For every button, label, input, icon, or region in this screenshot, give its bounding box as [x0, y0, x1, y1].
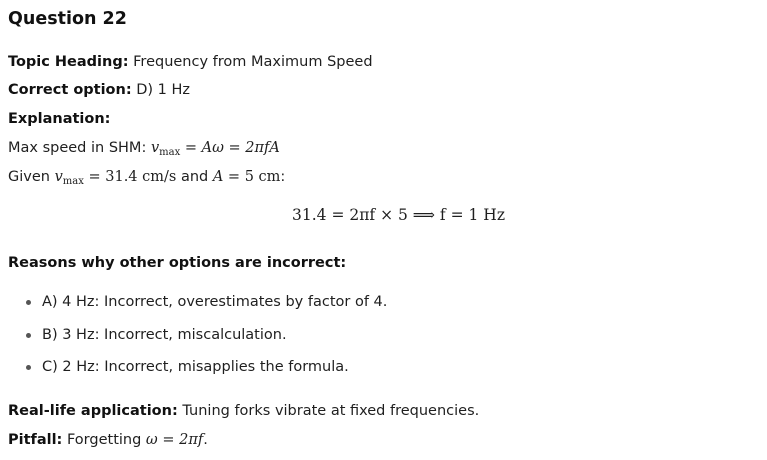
list-item: B) 3 Hz: Incorrect, miscalculation.: [26, 325, 387, 358]
pitfall-label: Pitfall:: [8, 432, 63, 448]
application-text: Tuning forks vibrate at fixed frequencies.: [182, 403, 480, 419]
pitfall-text: Forgetting: [66, 432, 146, 448]
reasons-list: [26, 292, 387, 390]
list-item: C) 2 Hz: Incorrect, misapplies the formula.: [26, 357, 387, 390]
question-title: Question 22: [8, 9, 127, 29]
reasons-heading: Reasons why other options are incorrect:: [8, 255, 347, 271]
application-label: Real-life application:: [8, 403, 178, 419]
topic-text: Frequency from Maximum Speed: [133, 54, 373, 70]
solution-equation: 31.4 = 2πf × 5 ⟹ f = 1 Hz: [292, 206, 505, 224]
given-values: $v_{max} = 31.4$ cm/s: [54, 169, 177, 187]
line2-prefix: Given: [8, 169, 55, 185]
bullet-icon: [26, 365, 31, 370]
pitfall-formula: ω = 2πf: [145, 432, 204, 448]
bullet-icon: [26, 300, 31, 305]
explanation-label: Explanation:: [8, 111, 111, 127]
explanation-heading: [8, 109, 110, 129]
bullet-icon: [26, 333, 31, 338]
real-life-application: [8, 401, 479, 421]
explanation-line-1: [8, 138, 280, 163]
explanation-line-2: Given $v_{max} = 31.4$ cm/s and A = 5 cm:: [8, 169, 286, 187]
pitfall: Pitfall: Forgetting ω = 2πf.: [8, 432, 208, 448]
line1-prefix: Max speed in SHM:: [8, 140, 151, 156]
vmax-formula: $v_{max} = A\omega = 2\pi fA$: [150, 140, 280, 158]
topic-heading: [8, 52, 373, 72]
correct-label: Correct option:: [8, 82, 132, 98]
topic-label: Topic Heading:: [8, 54, 129, 70]
list-item: A) 4 Hz: Incorrect, overestimates by factor of 4.: [26, 292, 387, 325]
correct-text: D) 1 Hz: [136, 82, 191, 98]
correct-option: [8, 80, 190, 100]
